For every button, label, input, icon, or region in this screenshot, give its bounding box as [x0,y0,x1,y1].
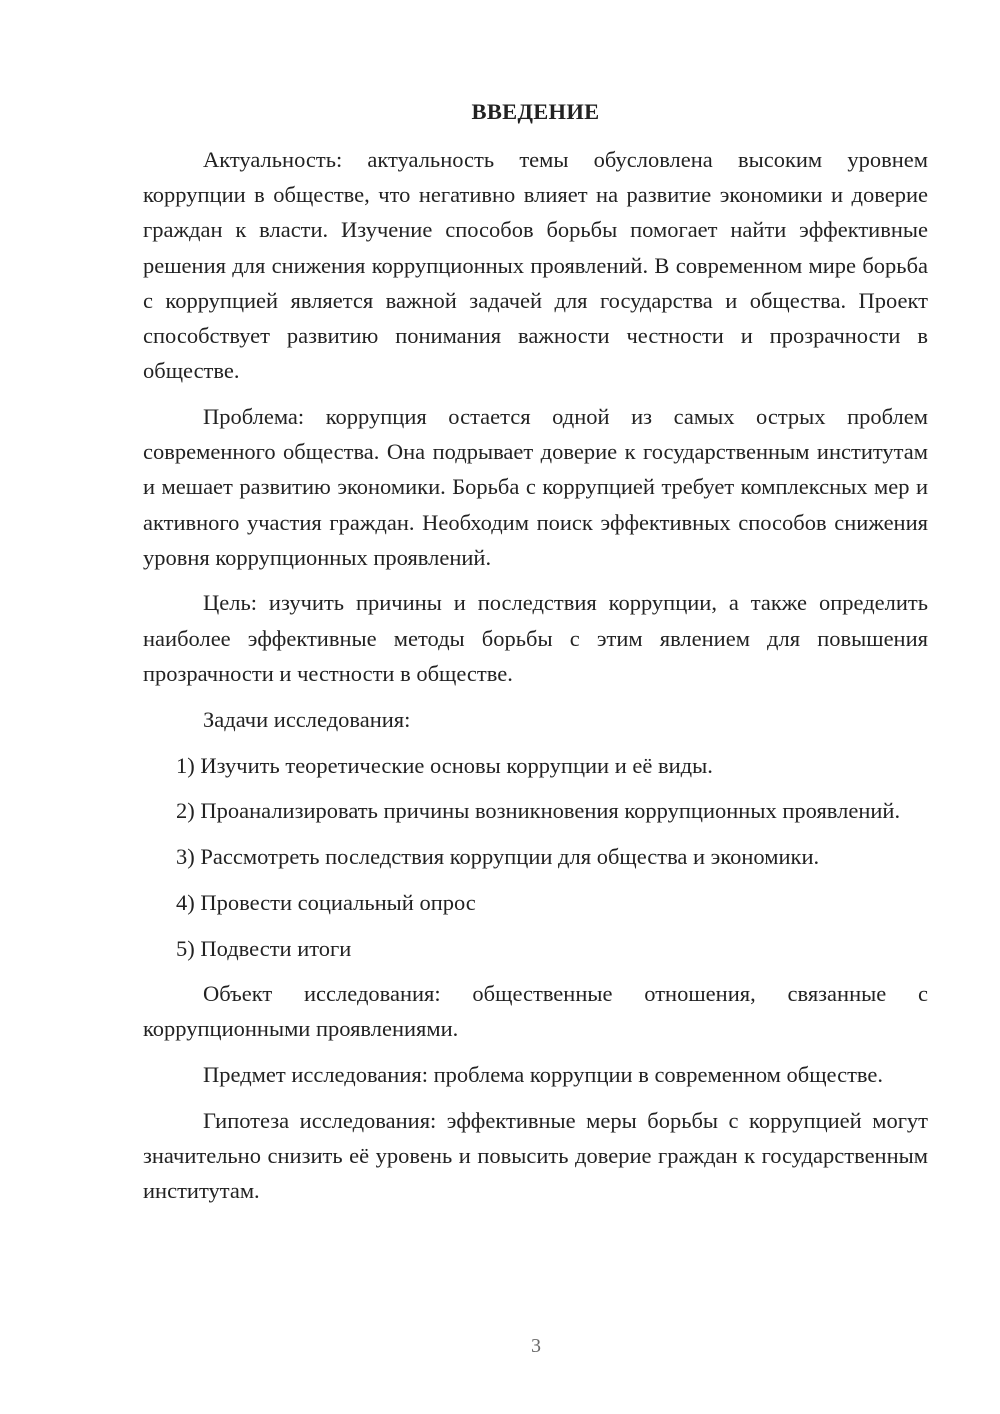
paragraph-relevance: Актуальность: актуальность темы обусловлена высоким уровнем коррупции в обществе, что негативно влияет на развитие экономики и доверие граждан к власти. Изучение способов борьбы помогает найти эффективные решения для снижения коррупционных проявлений. В современном мире борьба с коррупцией является важной задачей для государства и общества. Проект способствует развитию понимания важности честности и прозрачности в обществе. [143,147,928,384]
task-item: 4) Провести социальный опрос [176,889,476,915]
task-item: 3) Рассмотреть последствия коррупции для общества и экономики. [176,844,820,870]
page-title: ВВЕДЕНИЕ [471,99,600,124]
paragraph-hypothesis: Гипотеза исследования: эффективные меры борьбы с коррупцией могут значительно снизить её уровень и повысить доверие граждан к государственным институтам. [143,1107,928,1204]
task-item: 2) Проанализировать причины возникновения коррупционных проявлений. [176,798,901,824]
page-number: 3 [531,1335,541,1357]
document-body [143,142,928,1219]
paragraph-goal: Цель: изучить причины и последствия коррупции, а также определить наиболее эффективные методы борьбы с этим явлением для повышения прозрачности и честности в обществе. [143,590,928,686]
paragraph-problem: Проблема: коррупция остается одной из самых острых проблем современного общества. Она подрывает доверие к государственным институтам и мешает развитию экономики. Борьба с коррупцией требует комплексных мер и активного участия граждан. Необходим поиск эффективных способов снижения уровня коррупционных проявлений. [143,403,928,570]
task-item: 1) Изучить теоретические основы коррупции и её виды. [176,752,713,778]
paragraph-object: Объект исследования: общественные отношения, связанные с коррупционными проявлениями. [143,981,928,1042]
paragraph-tasks-heading: Задачи исследования: [203,706,411,732]
paragraph-subject: Предмет исследования: проблема коррупции в современном обществе. [203,1062,884,1088]
task-item: 5) Подвести итоги [176,935,352,961]
